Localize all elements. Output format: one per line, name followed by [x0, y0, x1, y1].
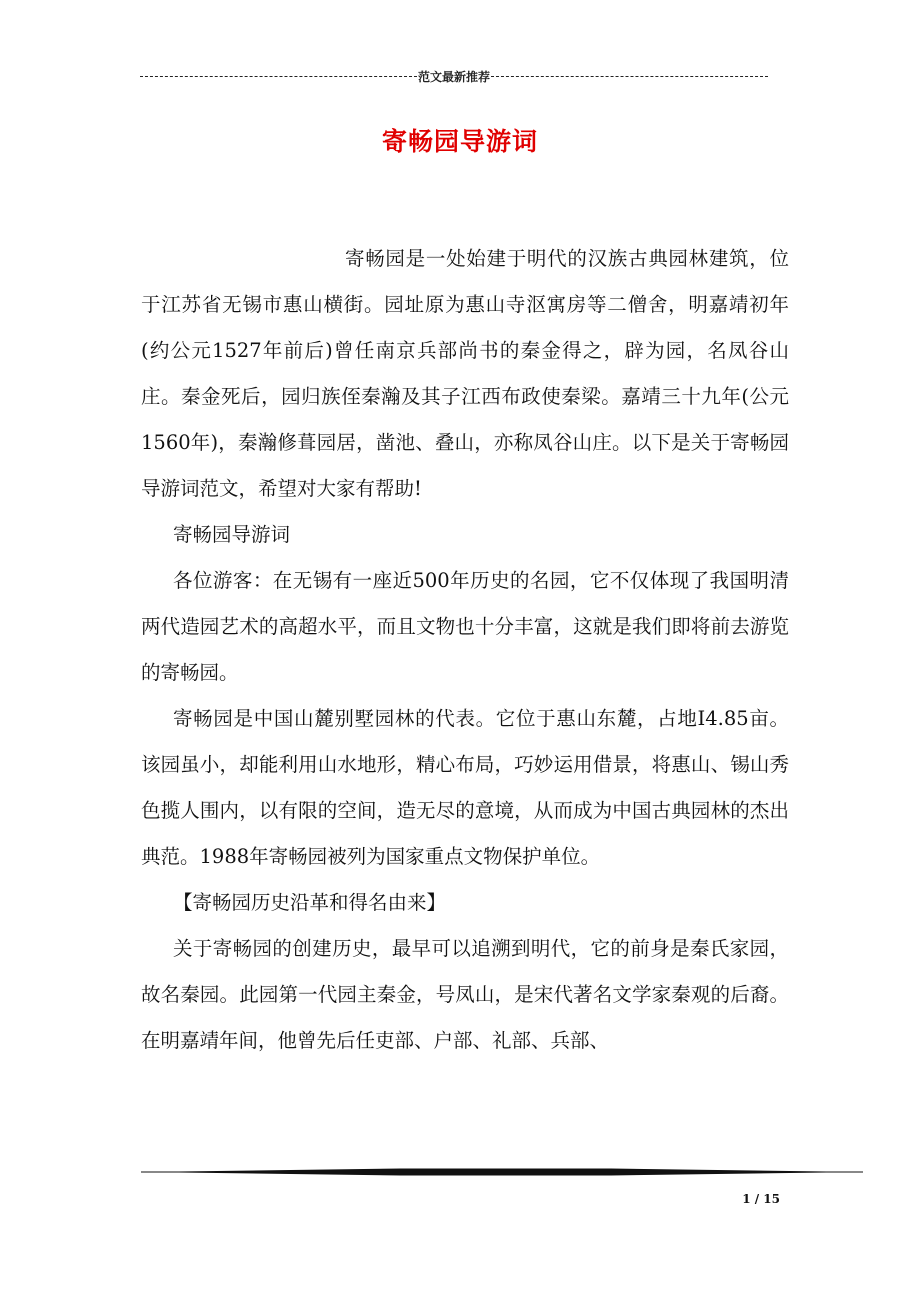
header-dash-right [491, 76, 768, 77]
page-number: 1 / 15 [742, 1192, 780, 1206]
footer-divider [141, 1165, 863, 1179]
document-body [141, 236, 789, 1064]
paragraph-overview: 寄畅园是中国山麓别墅园林的代表。它位于惠山东麓，占地I4.85亩。该园虽小，却能利用山水地形，精心布局，巧妙运用借景，将惠山、锡山秀色揽人围内，以有限的空间，造无尽的意境，从而成为中国古典园林的杰出典范。1988年寄畅园被列为国家重点文物保护单位。 [141, 707, 789, 868]
paragraph-subtitle: 寄畅园导游词 [173, 523, 291, 546]
section-heading: 【寄畅园历史沿革和得名由来】 [173, 891, 447, 914]
page-header [140, 67, 768, 85]
paragraph-greeting: 各位游客：在无锡有一座近500年历史的名园，它不仅体现了我国明清两代造园艺术的高超水平，而且文物也十分丰富，这就是我们即将前去游览的寄畅园。 [141, 569, 789, 684]
header-label: 范文最新推荐 [418, 69, 491, 84]
paragraph-history: 关于寄畅园的创建历史，最早可以追溯到明代，它的前身是秦氏家园，故名秦园。此园第一代园主秦金，号凤山，是宋代著名文学家秦观的后裔。在明嘉靖年间，他曾先后任吏部、户部、礼部、兵部、 [141, 937, 789, 1052]
document-title: 寄畅园导游词 [381, 127, 538, 156]
paragraph-intro: 寄畅园是一处始建于明代的汉族古典园林建筑，位于江苏省无锡市惠山横街。园址原为惠山寺沤寓房等二僧舍，明嘉靖初年(约公元1527年前后)曾任南京兵部尚书的秦金得之，辟为园，名凤谷山庄。秦金死后，园归族侄秦瀚及其子江西布政使秦梁。嘉靖三十九年(公元1560年)，秦瀚修葺园居，凿池、叠山，亦称凤谷山庄。以下是关于寄畅园导游词范文，希望对大家有帮助! [141, 247, 789, 500]
header-dash-left [140, 76, 417, 77]
